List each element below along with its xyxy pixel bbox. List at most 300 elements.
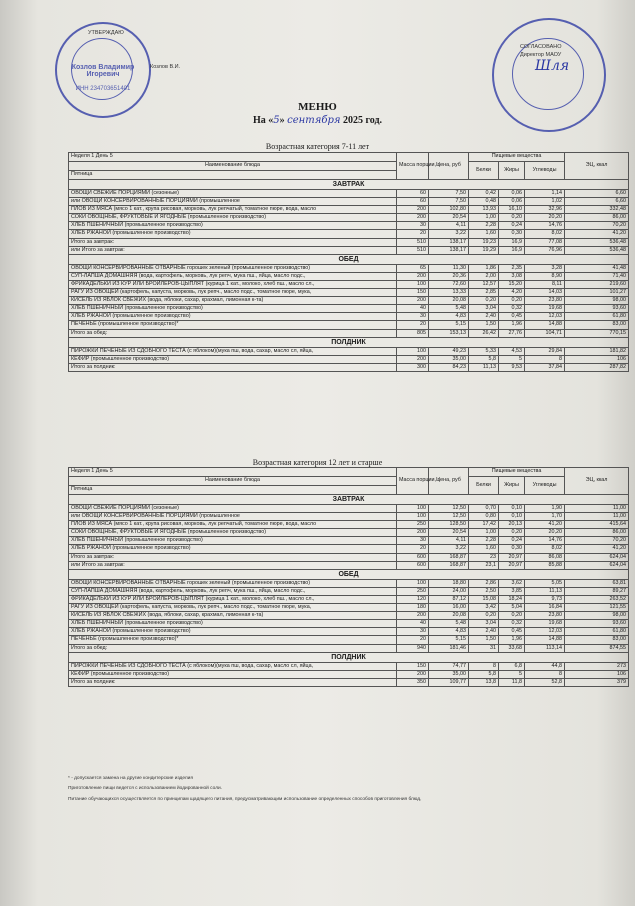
dish-name: СОКИ ОВОЩНЫЕ, ФРУКТОВЫЕ И ЯГОДНЫЕ (промышленное производство) — [69, 529, 397, 537]
value-cell: 9,53 — [499, 363, 525, 371]
table-row — [69, 313, 629, 321]
value-cell: 20,08 — [429, 612, 469, 620]
value-cell: 2,40 — [469, 313, 499, 321]
value-cell: 181,82 — [565, 347, 629, 355]
value-cell: 4,53 — [499, 347, 525, 355]
value-cell: 11,00 — [565, 505, 629, 513]
table-row — [69, 321, 629, 329]
value-cell: 86,08 — [525, 553, 565, 561]
dish-name: ОВОЩИ КОНСЕРВИРОВАННЫЕ ОТВАРНЫЕ горошек зеленый (промышленное производство) — [69, 264, 397, 272]
table-row — [69, 670, 629, 678]
value-cell: 0,30 — [499, 230, 525, 238]
stamp-left-inn: ИНН 234703651401 — [75, 86, 131, 92]
nutrients-header: Пищевые вещества — [469, 468, 565, 477]
value-cell: 4,20 — [499, 289, 525, 297]
value-cell: 273 — [565, 662, 629, 670]
value-cell: 0,20 — [469, 612, 499, 620]
value-cell: 4,83 — [429, 313, 469, 321]
value-cell: 3,85 — [499, 587, 525, 595]
value-cell: 23,80 — [525, 297, 565, 305]
mass-header: Масса порции, г — [397, 153, 429, 180]
value-cell: 52,8 — [525, 678, 565, 686]
dish-name: ХЛЕБ ПШЕНИЧНЫЙ (промышленное производство) — [69, 222, 397, 230]
dish-name: ХЛЕБ РЖАНОЙ (промышленное производство) — [69, 628, 397, 636]
value-cell: 9,73 — [525, 595, 565, 603]
table-row — [69, 678, 629, 686]
dish-name: или Итого за завтрак: — [69, 561, 397, 569]
value-cell: 128,50 — [429, 521, 469, 529]
value-cell: 5,05 — [525, 579, 565, 587]
date-year: 2025 год. — [342, 115, 383, 126]
value-cell: 600 — [397, 553, 429, 561]
value-cell: 16,00 — [429, 604, 469, 612]
value-cell: 65 — [397, 264, 429, 272]
value-cell: 14,88 — [525, 321, 565, 329]
day-name: Пятница — [69, 171, 397, 180]
dish-name: КЕФИР (промышленное производство) — [69, 670, 397, 678]
value-cell: 2,86 — [469, 579, 499, 587]
date-day: 5 — [273, 115, 280, 126]
value-cell: 13,33 — [429, 289, 469, 297]
value-cell: 180 — [397, 604, 429, 612]
value-cell: 138,17 — [429, 238, 469, 246]
value-cell: 1,50 — [469, 636, 499, 644]
table-row — [69, 329, 629, 337]
value-cell: 219,60 — [565, 280, 629, 288]
table-row — [69, 662, 629, 670]
dish-name: Итого за полдник: — [69, 678, 397, 686]
value-cell: 0,20 — [499, 297, 525, 305]
value-cell: 3,22 — [429, 230, 469, 238]
value-cell: 624,04 — [565, 561, 629, 569]
dish-header: Наименование блюда — [69, 162, 397, 171]
value-cell: 5,15 — [429, 636, 469, 644]
table-row — [69, 579, 629, 587]
value-cell: 12,03 — [525, 313, 565, 321]
value-cell: 104,71 — [525, 329, 565, 337]
value-cell: 1,86 — [469, 264, 499, 272]
value-cell: 250 — [397, 587, 429, 595]
dish-name: ОВОЩИ СВЕЖИЕ ПОРЦИЯМИ (сезонные) — [69, 190, 397, 198]
table-row — [69, 297, 629, 305]
value-cell: 41,20 — [565, 230, 629, 238]
value-cell: 8,02 — [525, 545, 565, 553]
dish-header: Наименование блюда — [69, 477, 397, 486]
value-cell: 89,27 — [565, 587, 629, 595]
value-cell: 100 — [397, 513, 429, 521]
value-cell: 200 — [397, 529, 429, 537]
value-cell: 37,84 — [525, 363, 565, 371]
category-1-title: Возрастная категория 7-11 лет — [265, 142, 370, 151]
value-cell: 20,97 — [499, 553, 525, 561]
value-cell: 8,11 — [525, 280, 565, 288]
value-cell: 86,00 — [565, 214, 629, 222]
value-cell: 29,84 — [525, 347, 565, 355]
value-cell: 3,42 — [469, 604, 499, 612]
dish-name: РАГУ ИЗ ОВОЩЕЙ (картофель, капуста, морковь, лук репч., масло подс., томатное пюре, мука, — [69, 604, 397, 612]
value-cell: 0,32 — [499, 305, 525, 313]
value-cell: 20,36 — [429, 272, 469, 280]
page-title: МЕНЮ — [298, 101, 337, 113]
value-cell: 98,00 — [565, 612, 629, 620]
value-cell: 35,00 — [429, 355, 469, 363]
value-cell: 1,60 — [469, 545, 499, 553]
value-cell: 1,50 — [469, 321, 499, 329]
value-cell: 13,93 — [469, 206, 499, 214]
left-approver-name: Козлов В.И. — [150, 64, 181, 70]
right-signature: Шля — [535, 58, 570, 74]
section-title-breakfast: ЗАВТРАК — [69, 180, 629, 190]
value-cell: 5,8 — [469, 670, 499, 678]
value-cell: 138,17 — [429, 246, 469, 254]
value-cell: 11,13 — [469, 363, 499, 371]
value-cell: 350 — [397, 678, 429, 686]
value-cell: 3,04 — [469, 620, 499, 628]
value-cell: 106 — [565, 355, 629, 363]
table-row — [69, 587, 629, 595]
value-cell: 32,96 — [525, 206, 565, 214]
value-cell: 1,70 — [525, 513, 565, 521]
footnote-replacement: * - допускается замена на другие кондитерские изделия — [68, 776, 193, 781]
value-cell: 93,60 — [565, 620, 629, 628]
section-title-lunch: ОБЕД — [69, 569, 629, 579]
value-cell: 3,62 — [499, 579, 525, 587]
value-cell: 0,10 — [499, 505, 525, 513]
section-row — [69, 337, 629, 347]
value-cell: 74,77 — [429, 662, 469, 670]
table-row — [69, 272, 629, 280]
header-row — [69, 477, 629, 486]
value-cell: 70,20 — [565, 222, 629, 230]
dish-name: ПИРОЖКИ ПЕЧЕНЫЕ ИЗ СДОБНОГО ТЕСТА (с яблоком)(мука пш, вода, сахар, масло сл, яйца, — [69, 347, 397, 355]
value-cell: 14,03 — [525, 289, 565, 297]
value-cell: 415,64 — [565, 521, 629, 529]
value-cell: 7,50 — [429, 190, 469, 198]
carb-header: Углеводы — [525, 477, 565, 495]
fat-header: Жиры — [499, 477, 525, 495]
dish-name: ХЛЕБ ПШЕНИЧНЫЙ (промышленное производство) — [69, 620, 397, 628]
dish-name: КИСЕЛЬ ИЗ ЯБЛОК СВЕЖИХ (вода, яблоки, сахар, крахмал, лимонная к-та) — [69, 297, 397, 305]
value-cell: 63,81 — [565, 579, 629, 587]
table-row — [69, 190, 629, 198]
section-row — [69, 569, 629, 579]
value-cell: 16,10 — [499, 206, 525, 214]
value-cell: 0,20 — [499, 214, 525, 222]
value-cell: 41,48 — [565, 264, 629, 272]
value-cell: 6,60 — [565, 190, 629, 198]
value-cell: 1,02 — [525, 198, 565, 206]
value-cell: 3,28 — [525, 264, 565, 272]
value-cell: 5,33 — [469, 347, 499, 355]
value-cell: 536,48 — [565, 246, 629, 254]
value-cell: 101,27 — [565, 289, 629, 297]
value-cell: 33,68 — [499, 644, 525, 652]
value-cell: 98,00 — [565, 297, 629, 305]
value-cell: 805 — [397, 329, 429, 337]
value-cell: 12,50 — [429, 505, 469, 513]
value-cell: 200 — [397, 355, 429, 363]
value-cell: 2,28 — [469, 222, 499, 230]
value-cell: 11,8 — [499, 678, 525, 686]
value-cell: 20 — [397, 545, 429, 553]
value-cell: 20 — [397, 230, 429, 238]
value-cell: 121,55 — [565, 604, 629, 612]
value-cell: 83,00 — [565, 321, 629, 329]
section-title-breakfast: ЗАВТРАК — [69, 495, 629, 505]
price-header: Цена, руб — [429, 468, 469, 495]
value-cell: 30 — [397, 222, 429, 230]
value-cell: 300 — [397, 363, 429, 371]
value-cell: 168,87 — [429, 553, 469, 561]
right-approve-label: СОГЛАСОВАНО — [520, 44, 562, 50]
left-approve-label: УТВЕРЖДАЮ — [88, 30, 124, 36]
table-row — [69, 214, 629, 222]
value-cell: 0,20 — [469, 297, 499, 305]
value-cell: 1,00 — [469, 529, 499, 537]
table-row — [69, 636, 629, 644]
section-row — [69, 254, 629, 264]
value-cell: 0,06 — [499, 198, 525, 206]
value-cell: 1,14 — [525, 190, 565, 198]
dish-name: или ОВОЩИ КОНСЕРВИРОВАННЫЕ ПОРЦИЯМИ (промышленное — [69, 513, 397, 521]
value-cell: 770,15 — [565, 329, 629, 337]
value-cell: 8,90 — [525, 272, 565, 280]
value-cell: 77,08 — [525, 238, 565, 246]
value-cell: 8 — [525, 355, 565, 363]
value-cell: 61,80 — [565, 313, 629, 321]
value-cell: 5,15 — [429, 321, 469, 329]
value-cell: 0,45 — [499, 313, 525, 321]
value-cell: 3,04 — [469, 305, 499, 313]
value-cell: 1,00 — [469, 214, 499, 222]
table-row — [69, 246, 629, 254]
value-cell: 24,00 — [429, 587, 469, 595]
value-cell: 100 — [397, 579, 429, 587]
value-cell: 0,80 — [469, 513, 499, 521]
value-cell: 20,97 — [499, 561, 525, 569]
value-cell: 6,8 — [499, 662, 525, 670]
value-cell: 14,88 — [525, 636, 565, 644]
header-row — [69, 153, 629, 162]
value-cell: 8,02 — [525, 230, 565, 238]
value-cell: 332,48 — [565, 206, 629, 214]
table-row — [69, 505, 629, 513]
value-cell: 0,48 — [469, 198, 499, 206]
value-cell: 15,20 — [499, 280, 525, 288]
value-cell: 7,50 — [429, 198, 469, 206]
value-cell: 200 — [397, 214, 429, 222]
value-cell: 60 — [397, 190, 429, 198]
value-cell: 113,14 — [525, 644, 565, 652]
section-row — [69, 180, 629, 190]
dish-name: Итого за обед: — [69, 329, 397, 337]
value-cell: 250 — [397, 521, 429, 529]
value-cell: 287,82 — [565, 363, 629, 371]
value-cell: 1,90 — [525, 505, 565, 513]
value-cell: 23 — [469, 553, 499, 561]
value-cell: 0,06 — [499, 190, 525, 198]
value-cell: 200 — [397, 272, 429, 280]
table-row — [69, 206, 629, 214]
value-cell: 20 — [397, 321, 429, 329]
value-cell: 5,48 — [429, 620, 469, 628]
value-cell: 40 — [397, 620, 429, 628]
value-cell: 8 — [525, 670, 565, 678]
value-cell: 510 — [397, 246, 429, 254]
value-cell: 14,76 — [525, 537, 565, 545]
value-cell: 5 — [499, 355, 525, 363]
menu-table-cat2 — [68, 467, 629, 687]
date-month: сентября — [287, 115, 341, 126]
table-row — [69, 513, 629, 521]
carb-header: Углеводы — [525, 162, 565, 180]
stamp-left-text: Козлов Владимир Игоревич — [71, 64, 135, 78]
value-cell: 44,8 — [525, 662, 565, 670]
value-cell: 0,30 — [499, 545, 525, 553]
table-row — [69, 222, 629, 230]
section-title-lunch: ОБЕД — [69, 254, 629, 264]
value-cell: 3,08 — [499, 272, 525, 280]
value-cell: 30 — [397, 537, 429, 545]
value-cell: 60 — [397, 198, 429, 206]
table-row — [69, 230, 629, 238]
table-row — [69, 521, 629, 529]
dish-name: ПЕЧЕНЬЕ (промышленное производство)* — [69, 321, 397, 329]
protein-header: Белки — [469, 162, 499, 180]
table-row — [69, 363, 629, 371]
price-header: Цена, руб — [429, 153, 469, 180]
value-cell: 19,68 — [525, 305, 565, 313]
menu-date — [0, 115, 635, 126]
dish-name: ПЕЧЕНЬЕ (промышленное производство)* — [69, 636, 397, 644]
value-cell: 40 — [397, 305, 429, 313]
value-cell: 93,60 — [565, 305, 629, 313]
value-cell: 18,80 — [429, 579, 469, 587]
value-cell: 41,20 — [565, 545, 629, 553]
value-cell: 41,20 — [525, 521, 565, 529]
value-cell: 20 — [397, 636, 429, 644]
value-cell: 71,40 — [565, 272, 629, 280]
table-row — [69, 238, 629, 246]
value-cell: 6,60 — [565, 198, 629, 206]
value-cell: 27,76 — [499, 329, 525, 337]
value-cell: 16,9 — [499, 238, 525, 246]
value-cell: 1,60 — [469, 230, 499, 238]
week-day-label: Неделя 1 День 5 — [69, 468, 397, 477]
value-cell: 12,57 — [469, 280, 499, 288]
value-cell: 5,8 — [469, 355, 499, 363]
table-row — [69, 347, 629, 355]
value-cell: 5 — [499, 670, 525, 678]
dish-name: или Итого за завтрак: — [69, 246, 397, 254]
table-row — [69, 264, 629, 272]
table-row — [69, 529, 629, 537]
value-cell: 72,60 — [429, 280, 469, 288]
value-cell: 150 — [397, 662, 429, 670]
value-cell: 5,04 — [499, 604, 525, 612]
value-cell: 4,11 — [429, 537, 469, 545]
value-cell: 15,08 — [469, 595, 499, 603]
value-cell: 18,24 — [499, 595, 525, 603]
value-cell: 87,12 — [429, 595, 469, 603]
dish-name: ФРИКАДЕЛЬКИ ИЗ КУР ИЛИ БРОЙЛЕРОВ-ЦЫПЛЯТ (курица 1 кат., молоко, хлеб пш., масло сл., — [69, 595, 397, 603]
value-cell: 2,85 — [469, 289, 499, 297]
menu-table-cat1 — [68, 152, 629, 372]
value-cell: 30 — [397, 628, 429, 636]
dish-name: ХЛЕБ РЖАНОЙ (промышленное производство) — [69, 313, 397, 321]
value-cell: 12,03 — [525, 628, 565, 636]
value-cell: 0,70 — [469, 505, 499, 513]
value-cell: 109,77 — [429, 678, 469, 686]
value-cell: 100 — [397, 505, 429, 513]
dish-name: ПИРОЖКИ ПЕЧЕНЫЕ ИЗ СДОБНОГО ТЕСТА (с яблоком)(мука пш, вода, сахар, масло сл, яйца, — [69, 662, 397, 670]
value-cell: 4,83 — [429, 628, 469, 636]
value-cell: 70,20 — [565, 537, 629, 545]
dish-name: ХЛЕБ РЖАНОЙ (промышленное производство) — [69, 545, 397, 553]
dish-name: ХЛЕБ ПШЕНИЧНЫЙ (промышленное производство) — [69, 537, 397, 545]
value-cell: 1,96 — [499, 321, 525, 329]
value-cell: 0,20 — [499, 529, 525, 537]
value-cell: 49,23 — [429, 347, 469, 355]
footnote-diet: Питание обучающихся осуществляется по принципам щадящего питания, предусматривающим использование определенных способов приготовления блюд, — [68, 797, 422, 802]
value-cell: 200 — [397, 612, 429, 620]
table-row — [69, 289, 629, 297]
table-row — [69, 198, 629, 206]
table-row — [69, 595, 629, 603]
dish-name: ПЛОВ ИЗ МЯСА (мясо 1 кат., крупа рисовая, морковь, лук репчатый, томатное пюре, вода, масло — [69, 206, 397, 214]
week-day-label: Неделя 1 День 5 — [69, 153, 397, 162]
value-cell: 11,00 — [565, 513, 629, 521]
section-title-snack: ПОЛДНИК — [69, 652, 629, 662]
nutrients-header: Пищевые вещества — [469, 153, 565, 162]
dish-name: ХЛЕБ РЖАНОЙ (промышленное производство) — [69, 230, 397, 238]
dish-name: ОВОЩИ КОНСЕРВИРОВАННЫЕ ОТВАРНЫЕ горошек зеленый (промышленное производство) — [69, 579, 397, 587]
value-cell: 102,80 — [429, 206, 469, 214]
value-cell: 150 — [397, 289, 429, 297]
right-approver-role: Директор МАОУ — [520, 52, 562, 58]
value-cell: 16,9 — [499, 246, 525, 254]
value-cell: 13,8 — [469, 678, 499, 686]
value-cell: 624,04 — [565, 553, 629, 561]
dish-name: СУП-ЛАПША ДОМАШНЯЯ (вода, картофель, морковь, лук репч, мука пш., яйца, масло подс., — [69, 272, 397, 280]
value-cell: 20,13 — [499, 521, 525, 529]
value-cell: 35,00 — [429, 670, 469, 678]
value-cell: 120 — [397, 595, 429, 603]
value-cell: 12,50 — [429, 513, 469, 521]
value-cell: 61,80 — [565, 628, 629, 636]
value-cell: 2,00 — [469, 272, 499, 280]
value-cell: 84,23 — [429, 363, 469, 371]
value-cell: 31 — [469, 644, 499, 652]
value-cell: 2,28 — [469, 537, 499, 545]
value-cell: 600 — [397, 561, 429, 569]
energy-header: ЭЦ, ккал — [565, 153, 629, 180]
value-cell: 2,35 — [499, 264, 525, 272]
header-row — [69, 162, 629, 171]
value-cell: 263,52 — [565, 595, 629, 603]
value-cell: 2,50 — [469, 587, 499, 595]
table-row — [69, 620, 629, 628]
mass-header: Масса порции, г — [397, 468, 429, 495]
value-cell: 200 — [397, 206, 429, 214]
category-2-title: Возрастная категория 12 лет и старше — [252, 458, 383, 467]
table-row — [69, 280, 629, 288]
value-cell: 20,54 — [429, 529, 469, 537]
section-row — [69, 652, 629, 662]
section-row — [69, 495, 629, 505]
value-cell: 30 — [397, 313, 429, 321]
value-cell: 106 — [565, 670, 629, 678]
